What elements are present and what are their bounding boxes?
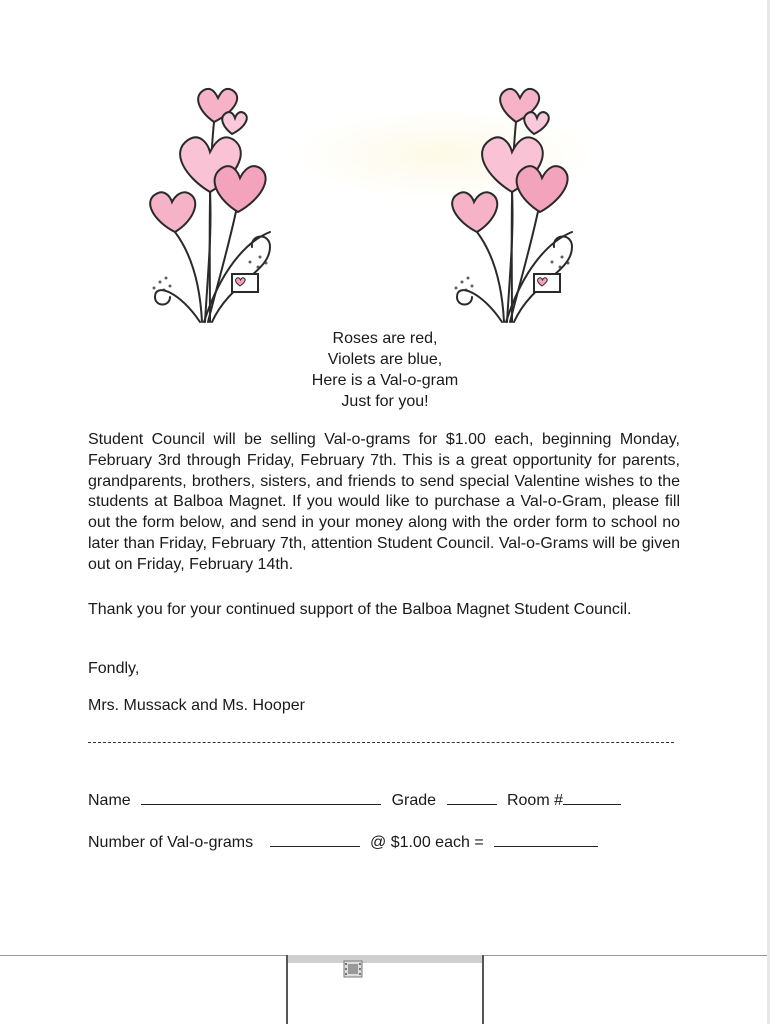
room-field[interactable] (563, 790, 621, 805)
letter-thanks: Thank you for your continued support of the Balboa Magnet Student Council. (88, 601, 632, 618)
poem-line: Violets are blue, (327, 351, 443, 368)
price-label: @ $1.00 each = (370, 834, 484, 851)
film-strip-icon (343, 960, 363, 978)
quantity-field[interactable] (270, 832, 360, 847)
grade-label: Grade (391, 792, 437, 809)
cut-line (88, 742, 674, 743)
letter-paragraph: Student Council will be selling Val-o-grams for $1.00 each, beginning Monday, February 3rd through Friday, February 7th. This is a great opportunity for parents, grandparents, brothers, sisters, and friends to send special Valentine wishes to the students at Balboa Magnet. If you would like to purchase a Val-o-Gram, please fill out the form below, and send in your money along with the order form to school no later than Friday, February 7th, attention Student Council. Val-o-Grams will be given out on Friday, February 14th. (88, 431, 680, 573)
poem-line: Here is a Val-o-gram (311, 372, 459, 389)
letter-body (88, 430, 680, 576)
poem (250, 328, 520, 412)
order-form-row-quantity (88, 832, 598, 852)
letter-closing: Fondly, (88, 660, 140, 677)
quantity-label: Number of Val-o-grams (88, 834, 254, 851)
name-label: Name (88, 792, 131, 809)
order-form-row-name (88, 790, 621, 810)
scan-footer-bar (288, 955, 482, 963)
poem-line: Roses are red, (332, 330, 438, 347)
grade-field[interactable] (447, 790, 497, 805)
name-field[interactable] (141, 790, 381, 805)
total-field[interactable] (494, 832, 598, 847)
scan-footer-box (286, 955, 484, 1024)
heart-bouquet-icon (432, 82, 582, 327)
letter-signature: Mrs. Mussack and Ms. Hooper (88, 697, 305, 714)
heart-bouquet-icon (130, 82, 280, 327)
poem-line: Just for you! (341, 393, 429, 410)
room-label: Room # (506, 792, 563, 809)
